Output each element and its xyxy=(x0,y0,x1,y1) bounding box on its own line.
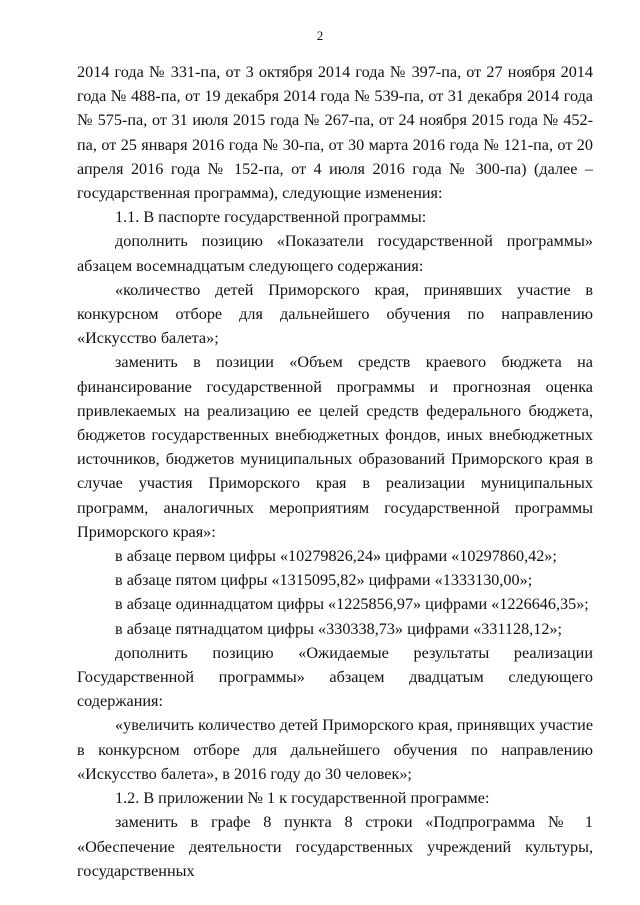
page-number: 2 xyxy=(316,28,324,43)
paragraph-replace-budget: заменить в позиции «Объем средств краевого бюджета на финансирование государственной программы и прогнозная оценка привлекаемых на реализацию ее целей средств федерального бюджета, бюджетов государственных внебюджетных фондов, иных внебюджетных источников, бюджетов муниципальных образований Приморского края в случае участия Приморского края в реализации муниципальных программ, аналогичных мероприятиям государственной программы Приморского края»: xyxy=(77,353,593,541)
paragraph-abzac-1: в абзаце первом цифры «10279826,24» цифрами «10297860,42»; xyxy=(115,547,557,566)
paragraph-section-1-2: 1.2. В приложении № 1 к государственной программе: xyxy=(115,789,490,808)
paragraph-abzac-15: в абзаце пятнадцатом цифры «330338,73» цифрами «331128,12»; xyxy=(115,619,563,638)
document-body xyxy=(77,60,593,883)
paragraph-quote-increase: «увеличить количество детей Приморского края, принявщих участие в конкурсном отборе для дальнейшего обучения по направлению «Искусство балета», в 2016 году до 30 человек»; xyxy=(77,716,593,783)
paragraph-add-results: дополнить позицию «Ожидаемые результаты реализации Государственной программы» абзацем двадцатым следующего содержания: xyxy=(77,643,593,711)
paragraph-intro: 2014 года № 331-па, от 3 октября 2014 года № 397-па, от 27 ноября 2014 года № 488-па, от 19 декабря 2014 года № 539-па, от 31 декабря 2014 года № 575-па, от 31 июля 2015 года № 267-па, от 24 ноября 2015 года № 452-па, от 25 января 2016 года № 30-па, от 30 марта 2016 года № 121-па, от 20 апреля 2016 года № 152-па, от 4 июля 2016 года № 300-па) (далее – государственная программа), следующие изменения: xyxy=(77,63,593,203)
paragraph-section-1-1: 1.1. В паспорте государственной программы: xyxy=(115,208,427,227)
paragraph-add-indicators: дополнить позицию «Показатели государственной программы» абзацем восемнадцатым следующего содержания: xyxy=(77,232,593,275)
paragraph-abzac-11: в абзаце одиннадцатом цифры «1225856,97» цифрами «1226646,35»; xyxy=(115,595,589,614)
paragraph-abzac-5: в абзаце пятом цифры «1315095,82» цифрами «1333130,00»; xyxy=(115,571,533,590)
paragraph-replace-column: заменить в графе 8 пункта 8 строки «Подпрограмма № 1 «Обеспечение деятельности государственных учреждений культуры, государственных xyxy=(77,813,593,880)
paragraph-quote-children: «количество детей Приморского края, принявших участие в конкурсном отборе для дальнейшего обучения по направлению «Искусство балета»; xyxy=(77,280,593,348)
